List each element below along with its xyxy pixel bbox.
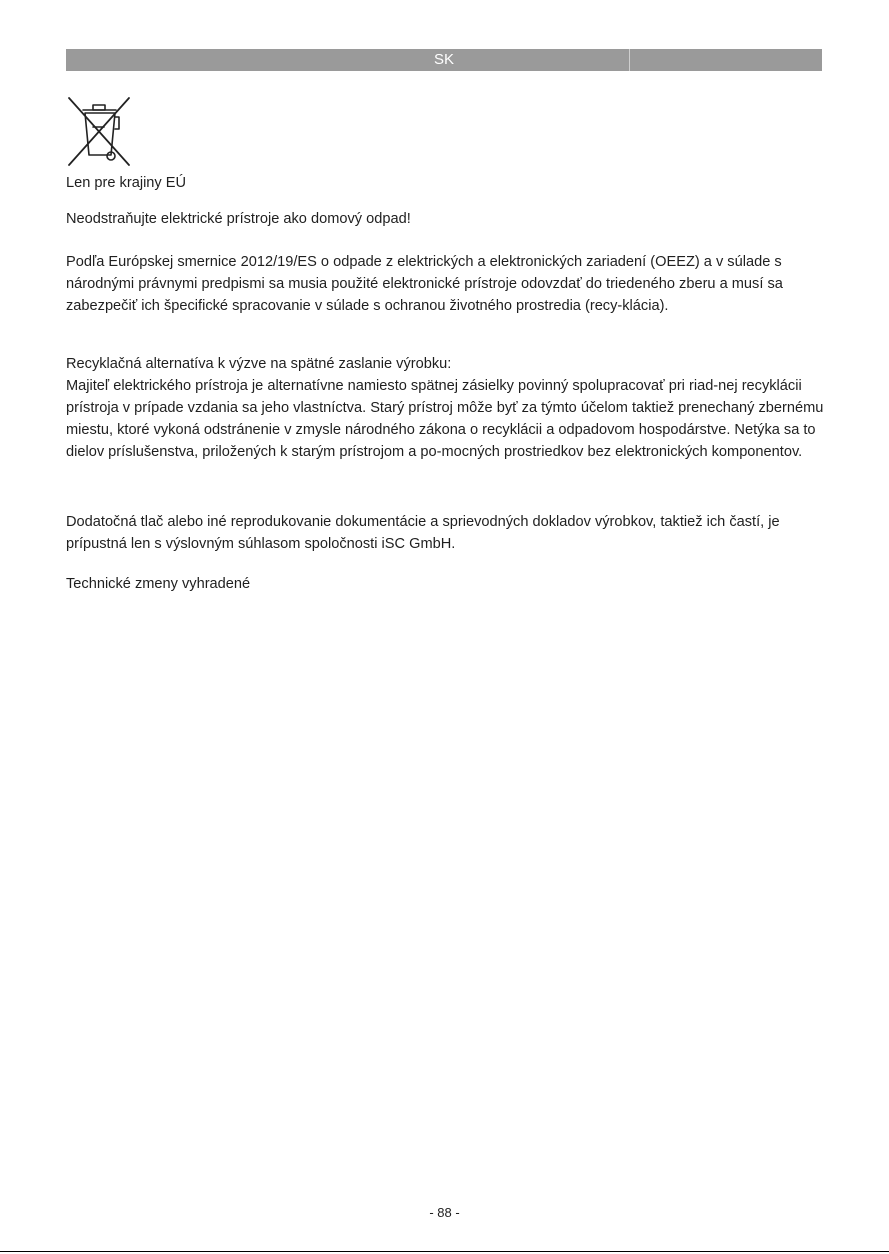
crossed-out-wheelie-bin-icon xyxy=(66,95,132,167)
language-header-bar xyxy=(66,49,822,71)
recycling-alternative-paragraph xyxy=(66,353,826,463)
recycling-body: Majiteľ elektrického prístroja je alternatívne namiesto spätnej zásielky povinný spolupracovať pri riad-nej recyklácii prístroja v prípade vzdania sa jeho vlastníctva. Starý prístroj môže byť za týmto účelom taktiež prenechaný zbernému miestu, ktoré vykoná odstránenie v zmysle národného zákona o recyklácii a odpadovom hospodárstve. Netýka sa to dielov príslušenstva, priložených k starým prístrojom a po-mocných prostriedkov bez elektronických komponentov. xyxy=(66,378,824,460)
eu-only-note: Len pre krajiny EÚ xyxy=(66,175,187,191)
weee-directive-paragraph: Podľa Európskej smernice 2012/19/ES o odpade z elektrických a elektronických zariadení (OEEZ) a v súlade s národnými právnymi predpismi sa musia použité elektronické prístroje odovzdať do triedeného zberu a musí sa zabezpečiť ich špecifické spracovanie v súlade s ochranou životného prostredia (recy-klácia). xyxy=(66,254,783,314)
bottom-rule xyxy=(0,1251,889,1252)
disposal-warning: Neodstraňujte elektrické prístroje ako domový odpad! xyxy=(66,211,411,227)
page-number: - 88 - xyxy=(429,1205,460,1220)
reproduction-notice: Dodatočná tlač alebo iné reprodukovanie dokumentácie a sprievodných dokladov výrobkov, taktiež ich častí, je prípustná len s výslovným súhlasom spoločnosti iSC GmbH. xyxy=(66,514,780,552)
recycling-title: Recyklačná alternatíva k výzve na spätné zaslanie výrobku: xyxy=(66,356,452,372)
language-code: SK xyxy=(433,51,454,68)
technical-changes-note: Technické zmeny vyhradené xyxy=(66,576,251,592)
